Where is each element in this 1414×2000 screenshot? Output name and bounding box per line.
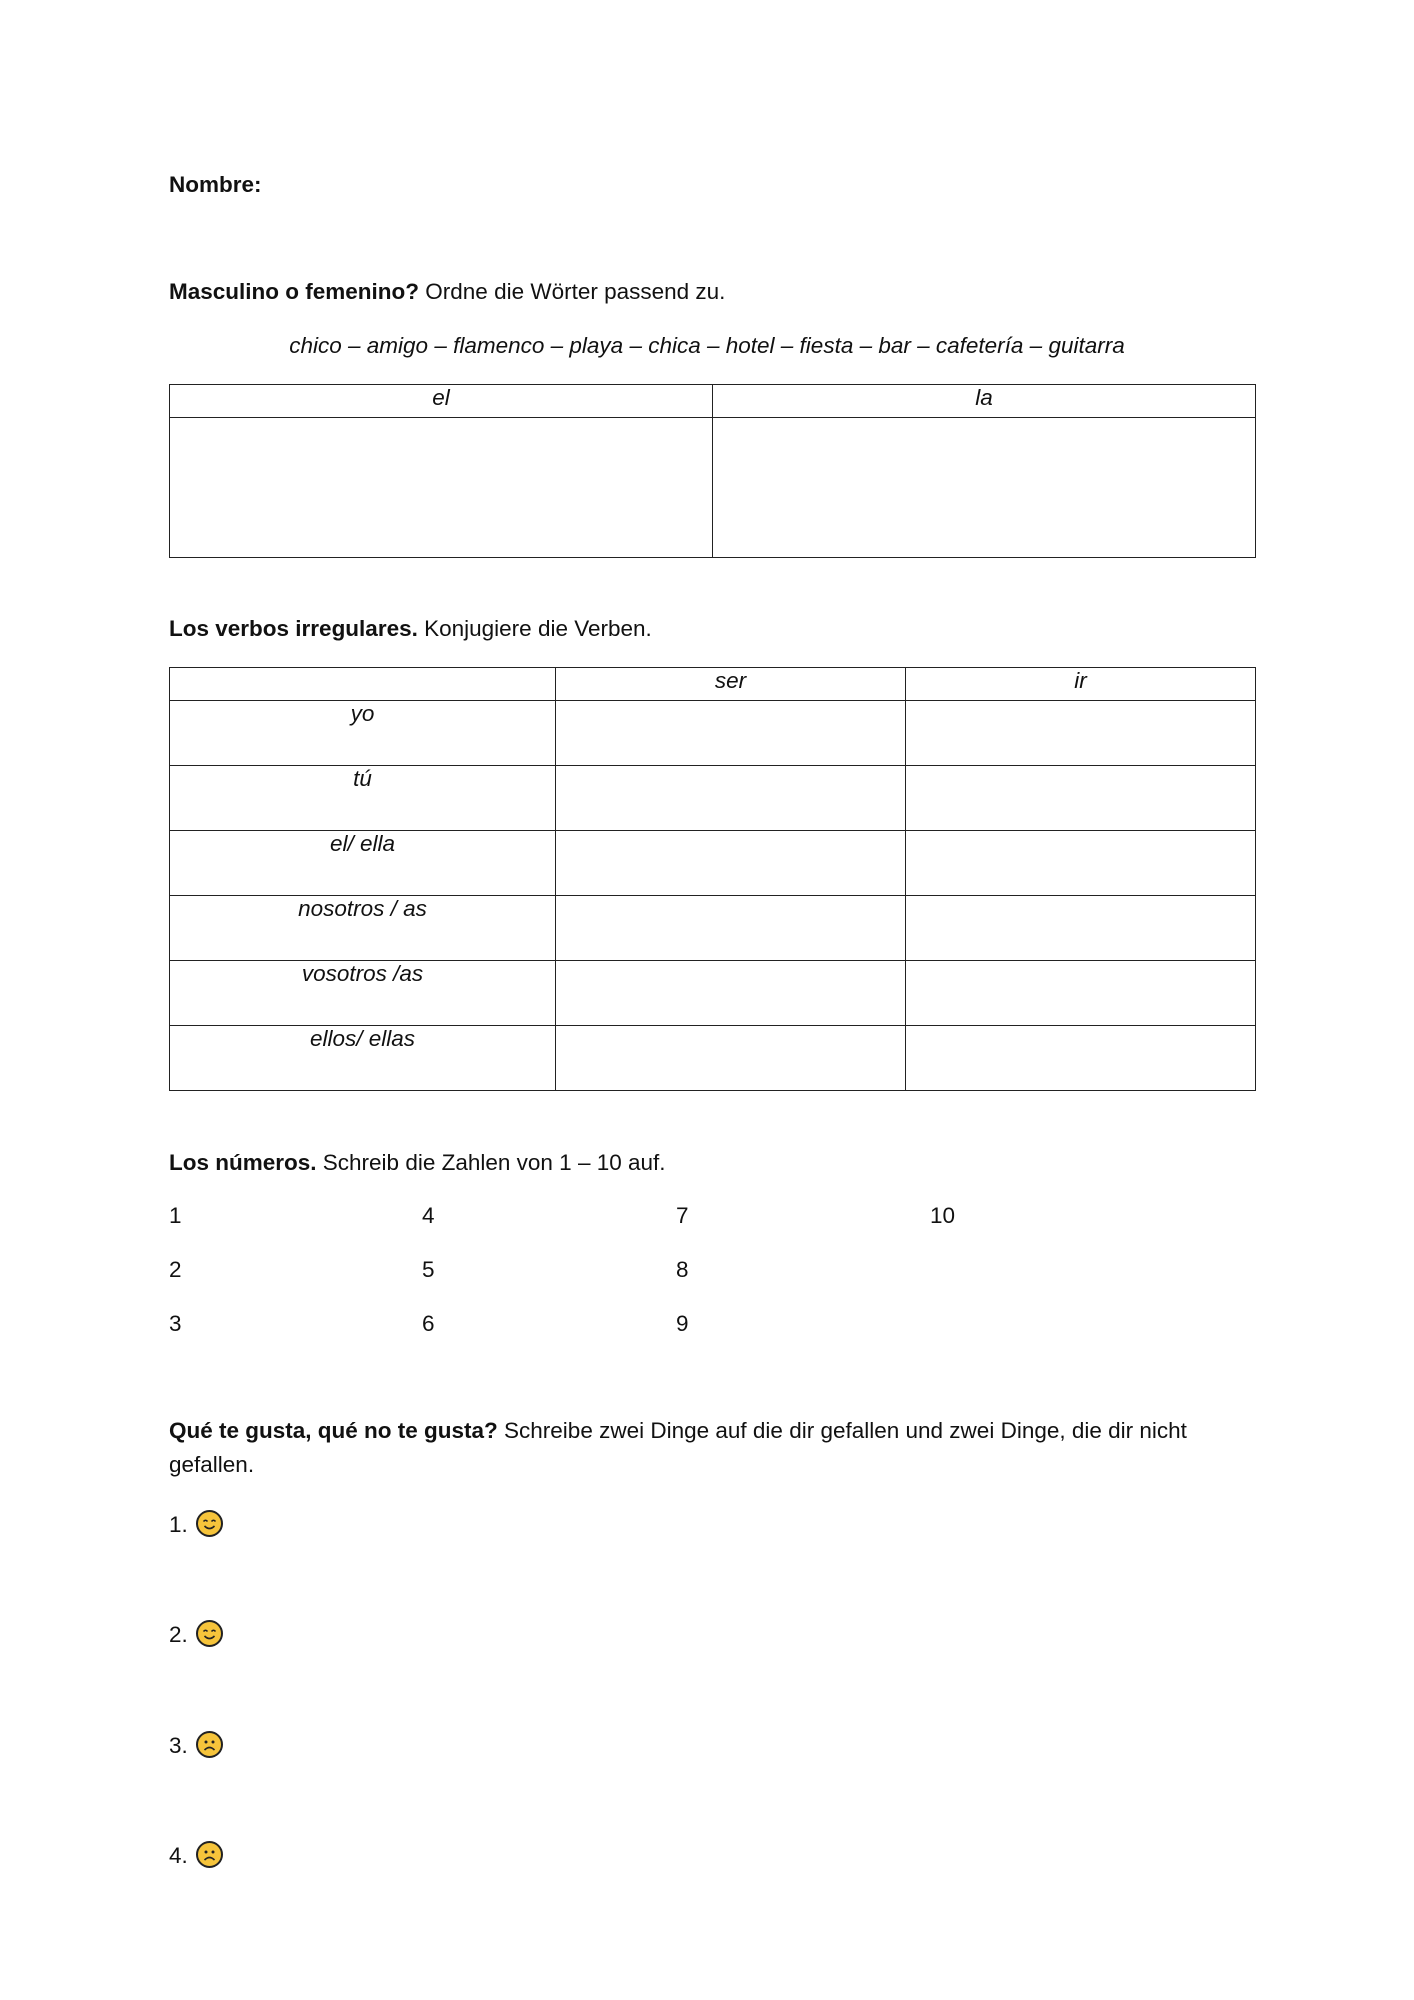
gender-table: [169, 384, 1256, 558]
smiling-face-icon: [196, 1510, 223, 1537]
section-numeros-heading: [169, 1150, 666, 1176]
column-header-el: el: [170, 385, 713, 418]
preference-item-3: [169, 1731, 223, 1759]
number-1: 1: [169, 1203, 182, 1228]
answer-cell[interactable]: [906, 961, 1256, 1026]
name-label: Nombre:: [169, 172, 262, 197]
section-title: Masculino o femenino?: [169, 279, 420, 304]
section-instruction: Ordne die Wörter passend zu.: [419, 279, 726, 304]
section-title: Los verbos irregulares.: [169, 616, 418, 641]
answer-cell[interactable]: [556, 766, 906, 831]
section-instruction: Schreibe zwei Dinge auf die dir gefallen und zwei Dinge, die dir nicht: [497, 1418, 1187, 1443]
answer-cell-el[interactable]: [170, 418, 713, 558]
section-verbos-heading: [169, 616, 652, 642]
pronoun-cell: ellos/ ellas: [170, 1026, 556, 1091]
answer-cell[interactable]: [906, 766, 1256, 831]
answer-cell[interactable]: [556, 1026, 906, 1091]
pronoun-cell: nosotros / as: [170, 896, 556, 961]
number-8: 8: [676, 1257, 689, 1282]
corner-cell: [170, 668, 556, 701]
section-masculino-heading: [169, 279, 725, 305]
item-number: 2.: [169, 1622, 188, 1647]
verb-conjugation-table: [169, 667, 1256, 1091]
answer-cell-la[interactable]: [713, 418, 1256, 558]
pronoun-cell: yo: [170, 701, 556, 766]
answer-cell[interactable]: [906, 831, 1256, 896]
number-2: 2: [169, 1257, 182, 1282]
item-number: 3.: [169, 1733, 188, 1758]
answer-cell[interactable]: [556, 961, 906, 1026]
number-5: 5: [422, 1257, 435, 1282]
word-list: chico – amigo – flamenco – playa – chica – hotel – fiesta – bar – cafetería – guitarra: [289, 333, 1125, 358]
frowning-face-icon: [196, 1731, 223, 1758]
pronoun-cell: vosotros /as: [170, 961, 556, 1026]
number-10: 10: [930, 1203, 956, 1228]
section-title: Qué te gusta, qué no te gusta?: [169, 1418, 498, 1443]
answer-cell[interactable]: [906, 701, 1256, 766]
item-number: 4.: [169, 1843, 188, 1868]
answer-cell[interactable]: [556, 701, 906, 766]
answer-cell[interactable]: [556, 831, 906, 896]
section-title: Los números.: [169, 1150, 317, 1175]
smiling-face-icon: [196, 1620, 223, 1647]
column-header-ser: ser: [556, 668, 906, 701]
column-header-la: la: [713, 385, 1256, 418]
preference-item-2: [169, 1620, 223, 1648]
answer-cell[interactable]: [906, 896, 1256, 961]
number-6: 6: [422, 1311, 435, 1336]
answer-cell[interactable]: [556, 896, 906, 961]
section-instruction: Schreib die Zahlen von 1 – 10 auf.: [316, 1150, 666, 1175]
pronoun-cell: tú: [170, 766, 556, 831]
section-instruction: Konjugiere die Verben.: [417, 616, 652, 641]
number-9: 9: [676, 1311, 689, 1336]
section-gusta-heading: [169, 1418, 1187, 1444]
section-instruction-continued: gefallen.: [169, 1452, 255, 1477]
preference-item-4: [169, 1841, 223, 1869]
pronoun-cell: el/ ella: [170, 831, 556, 896]
number-3: 3: [169, 1311, 182, 1336]
preference-item-1: [169, 1510, 223, 1538]
number-7: 7: [676, 1203, 689, 1228]
column-header-ir: ir: [906, 668, 1256, 701]
number-4: 4: [422, 1203, 435, 1228]
frowning-face-icon: [196, 1841, 223, 1868]
answer-cell[interactable]: [906, 1026, 1256, 1091]
item-number: 1.: [169, 1512, 188, 1537]
